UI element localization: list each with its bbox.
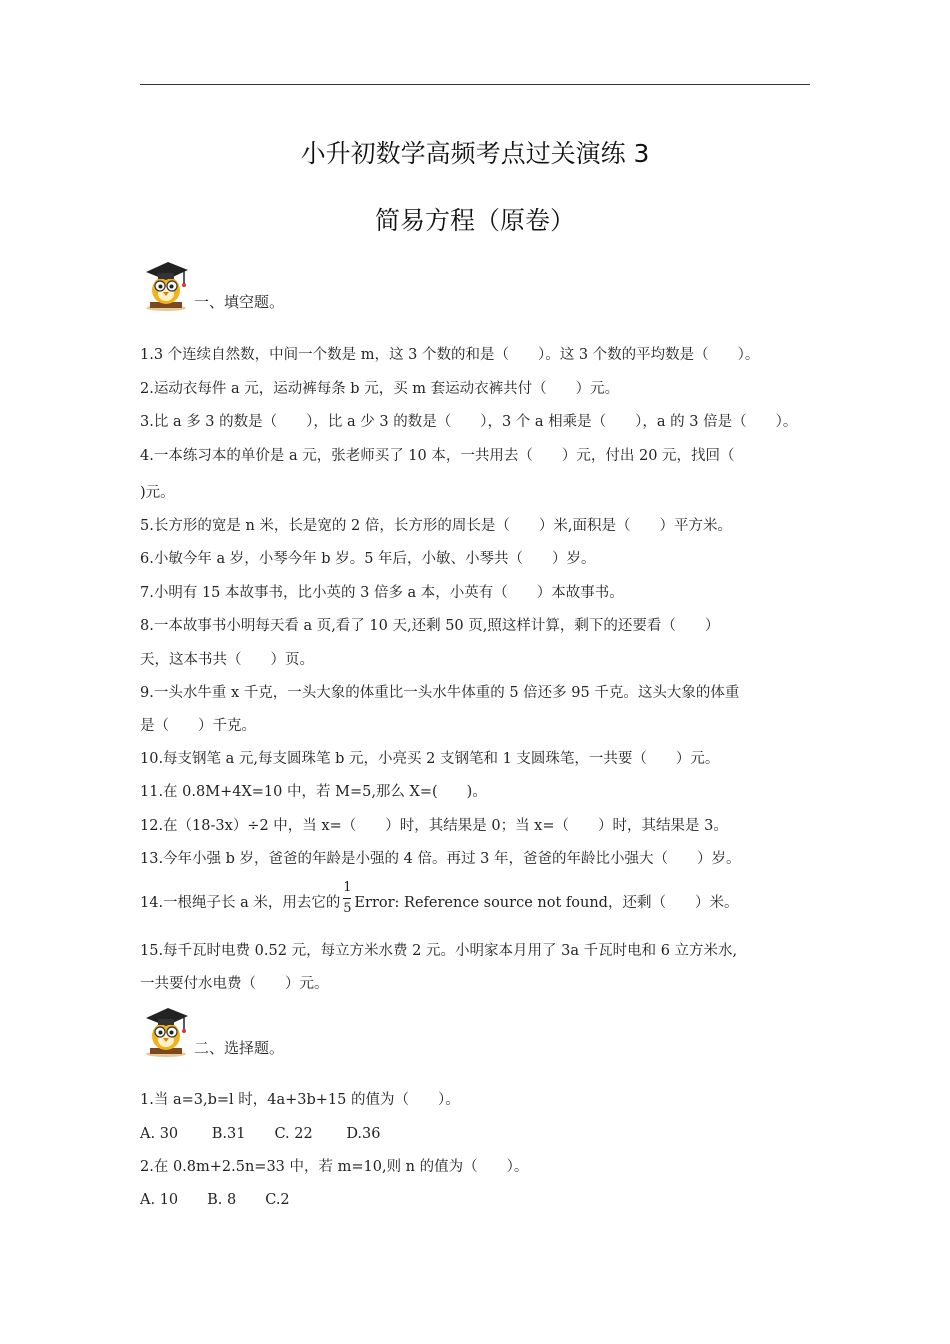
question-4-line2: )元。 bbox=[140, 485, 175, 501]
page-title: 小升初数学高频考点过关演练 3 bbox=[300, 139, 650, 168]
question-4-line1: 4.一本练习本的单价是 a 元，张老师买了 10 本，一共用去（ ）元，付出 20 元，找回（ bbox=[140, 448, 735, 464]
section-fill-header bbox=[140, 256, 540, 316]
choice-question-2: 2.在 0.8m+2.5n=33 中，若 m=10,则 n 的值为（ ）。 bbox=[140, 1159, 529, 1175]
question-2: 2.运动衣每件 a 元，运动裤每条 b 元，买 m 套运动衣裤共付（ ）元。 bbox=[140, 381, 620, 397]
section-choice-label: 二、选择题。 bbox=[194, 1039, 285, 1057]
page-subtitle: 简易方程（原卷） bbox=[374, 206, 575, 235]
question-7: 7.小明有 15 本故事书，比小英的 3 倍多 a 本，小英有（ ）本故事书。 bbox=[140, 585, 624, 601]
question-5: 5.长方形的宽是 n 米，长是宽的 2 倍，长方形的周长是（ ）米,面积是（ ）平方米。 bbox=[140, 518, 732, 534]
graduate-mascot-icon bbox=[140, 256, 192, 312]
question-1: 1.3 个连续自然数，中间一个数是 m，这 3 个数的和是（ ）。这 3 个数的平均数是（ ）。 bbox=[140, 347, 760, 363]
fraction-denominator: 5 bbox=[343, 901, 352, 916]
question-3: 3.比 a 多 3 的数是（ ），比 a 少 3 的数是（ ），3 个 a 相乘是（ ），a 的 3 倍是（ ）。 bbox=[140, 414, 798, 430]
question-14-prefix: 14.一根绳子长 a 米，用去它的 bbox=[140, 895, 341, 911]
question-13: 13.今年小强 b 岁，爸爸的年龄是小强的 4 倍。再过 3 年，爸爸的年龄比小强大（ ）岁。 bbox=[140, 851, 741, 867]
question-8-line2: 天，这本书共（ ）页。 bbox=[140, 652, 314, 668]
question-11: 11.在 0.8M+4X=10 中，若 M=5,那么 X=( )。 bbox=[140, 784, 487, 800]
question-14-suffix: Error: Reference source not found，还剩（ ）米。 bbox=[354, 895, 739, 911]
fraction-one-fifth bbox=[340, 880, 354, 916]
graduate-mascot-icon bbox=[140, 1002, 192, 1058]
question-15-line2: 一共要付水电费（ ）元。 bbox=[140, 976, 329, 992]
question-9-line1: 9.一头水牛重 x 千克，一头大象的体重比一头水牛体重的 5 倍还多 95 千克。这头大象的体重 bbox=[140, 685, 740, 701]
question-9-line2: 是（ ）千克。 bbox=[140, 718, 256, 734]
question-10: 10.每支钢笔 a 元,每支圆珠笔 b 元，小亮买 2 支钢笔和 1 支圆珠笔，一共要（ ）元。 bbox=[140, 751, 720, 767]
question-6: 6.小敏今年 a 岁，小琴今年 b 岁。5 年后，小敏、小琴共（ ）岁。 bbox=[140, 551, 596, 567]
choice-question-1-options: A. 30 B.31 C. 22 D.36 bbox=[140, 1126, 381, 1142]
question-12: 12.在（18-3x）÷2 中，当 x=（ ）时，其结果是 0；当 x=（ ）时，其结果是 3。 bbox=[140, 818, 728, 834]
fraction-bar bbox=[343, 898, 351, 899]
header-rule bbox=[140, 84, 810, 85]
choice-question-1: 1.当 a=3,b=l 时，4a+3b+15 的值为（ ）。 bbox=[140, 1092, 460, 1108]
fraction-numerator: 1 bbox=[343, 880, 352, 895]
choice-question-2-options: A. 10 B. 8 C.2 bbox=[140, 1192, 290, 1208]
section-fill-label: 一、填空题。 bbox=[194, 293, 285, 311]
question-15-line1: 15.每千瓦时电费 0.52 元，每立方米水费 2 元。小明家本月用了 3a 千瓦时电和 6 立方米水, bbox=[140, 943, 738, 959]
question-8-line1: 8.一本故事书小明每天看 a 页,看了 10 天,还剩 50 页,照这样计算，剩下的还要看（ ） bbox=[140, 618, 720, 634]
question-14 bbox=[140, 880, 739, 916]
section-choice-header bbox=[140, 1002, 540, 1062]
